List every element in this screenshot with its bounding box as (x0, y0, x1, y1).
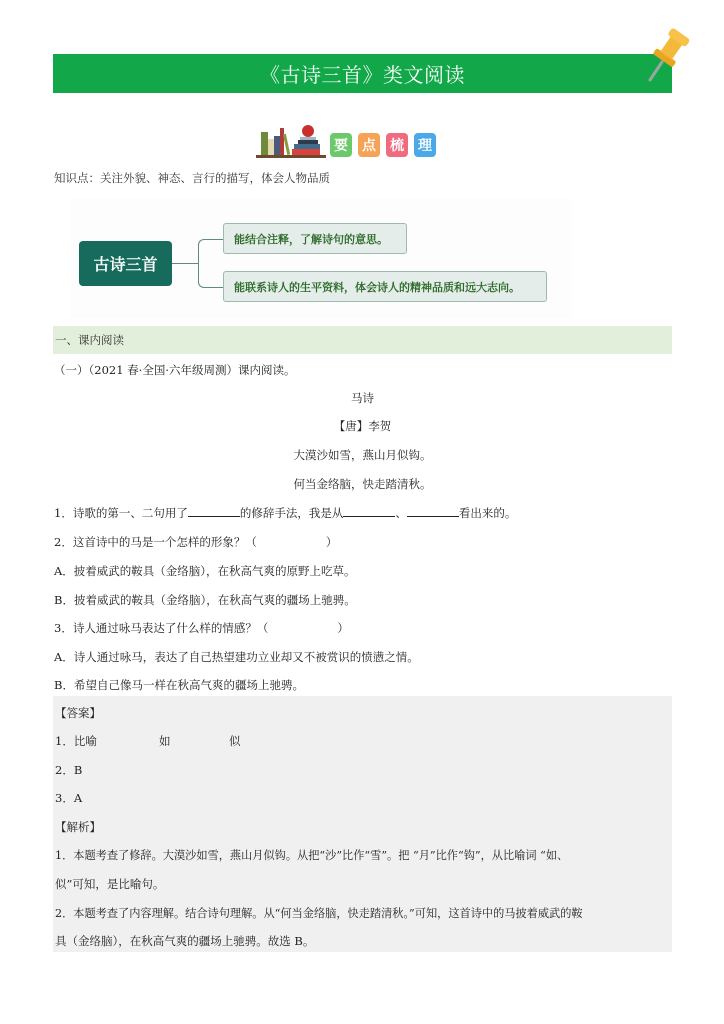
knowledge-point: 知识点：关注外貌、神态、言行的描写，体会人物品质 (54, 171, 330, 185)
answer-blank-1[interactable] (188, 505, 240, 517)
tile-yao: 要 (330, 133, 352, 157)
answer-1: 1．比喻 如 似 (55, 734, 241, 748)
analysis-1-line-1: 1．本题考查了修辞。大漠沙如雪，燕山月似钩。从把“沙”比作“雪”。把 “月”比作“钩”，从比喻词 “如、 (55, 849, 569, 862)
section-title: 一、课内阅读 (55, 333, 124, 347)
analysis-1-line-2: 似”可知，是比喻句。 (55, 877, 165, 891)
poem-line-2: 何当金络脑，快走踏清秋。 (293, 477, 432, 491)
tile-dian: 点 (358, 133, 380, 157)
mindmap-root: 古诗三首 (79, 241, 172, 286)
tile-li: 理 (414, 133, 436, 157)
question-3-option-b: B．希望自己像马一样在秋高气爽的疆场上驰骋。 (54, 678, 304, 692)
section-header (53, 326, 672, 354)
mindmap (70, 198, 572, 318)
document-title: 《古诗三首》类文阅读 (260, 63, 465, 87)
analysis-2-line-2: 具（金络脑），在秋高气爽的疆场上驰骋。故选 B。 (55, 934, 315, 948)
answer-3: 3．A (55, 791, 83, 805)
bookshelf-icon (256, 124, 328, 158)
answer-label: 【答案】 (55, 706, 101, 720)
mindmap-bracket (198, 239, 224, 288)
poem-title: 马诗 (351, 391, 374, 405)
poem-line-1: 大漠沙如雪，燕山月似钩。 (293, 448, 432, 462)
question-2-option-b: B．披着威武的鞍具（金络脑），在秋高气爽的疆场上驰骋。 (54, 593, 356, 607)
mindmap-node-2: 能联系诗人的生平资料，体会诗人的精神品质和远大志向。 (223, 271, 547, 302)
question-1: 1．诗歌的第一、二句用了 的修辞手法，我是从 、 看出来的。 (54, 506, 517, 520)
poem-author: 【唐】李贺 (333, 419, 392, 433)
key-points-tiles (330, 133, 436, 157)
answer-box (53, 696, 672, 952)
pushpin-icon (640, 26, 696, 82)
analysis-2-line-1: 2．本题考查了内容理解。结合诗句理解。从“何当金络脑，快走踏清秋。”可知，这首诗中的马披着威武的鞍 (55, 907, 583, 920)
title-banner (53, 54, 672, 93)
answer-2: 2．B (55, 763, 83, 777)
analysis-label: 【解析】 (55, 820, 101, 834)
section-intro: （一）（2021 春·全国·六年级周测）课内阅读。 (54, 363, 296, 377)
mindmap-connector (172, 263, 199, 264)
mindmap-node-1: 能结合注释，了解诗句的意思。 (223, 223, 407, 254)
tile-shu: 梳 (386, 133, 408, 157)
question-2-option-a: A．披着威武的鞍具（金络脑），在秋高气爽的原野上吃草。 (54, 564, 356, 578)
question-3: 3．诗人通过咏马表达了什么样的情感？（ ） (54, 621, 349, 635)
question-2: 2．这首诗中的马是一个怎样的形象？（ ） (54, 535, 338, 549)
key-points-header (256, 124, 436, 158)
answer-blank-2[interactable] (343, 505, 395, 517)
answer-blank-3[interactable] (407, 505, 459, 517)
question-3-option-a: A．诗人通过咏马，表达了自己热望建功立业却又不被赏识的愤懑之情。 (54, 650, 419, 664)
